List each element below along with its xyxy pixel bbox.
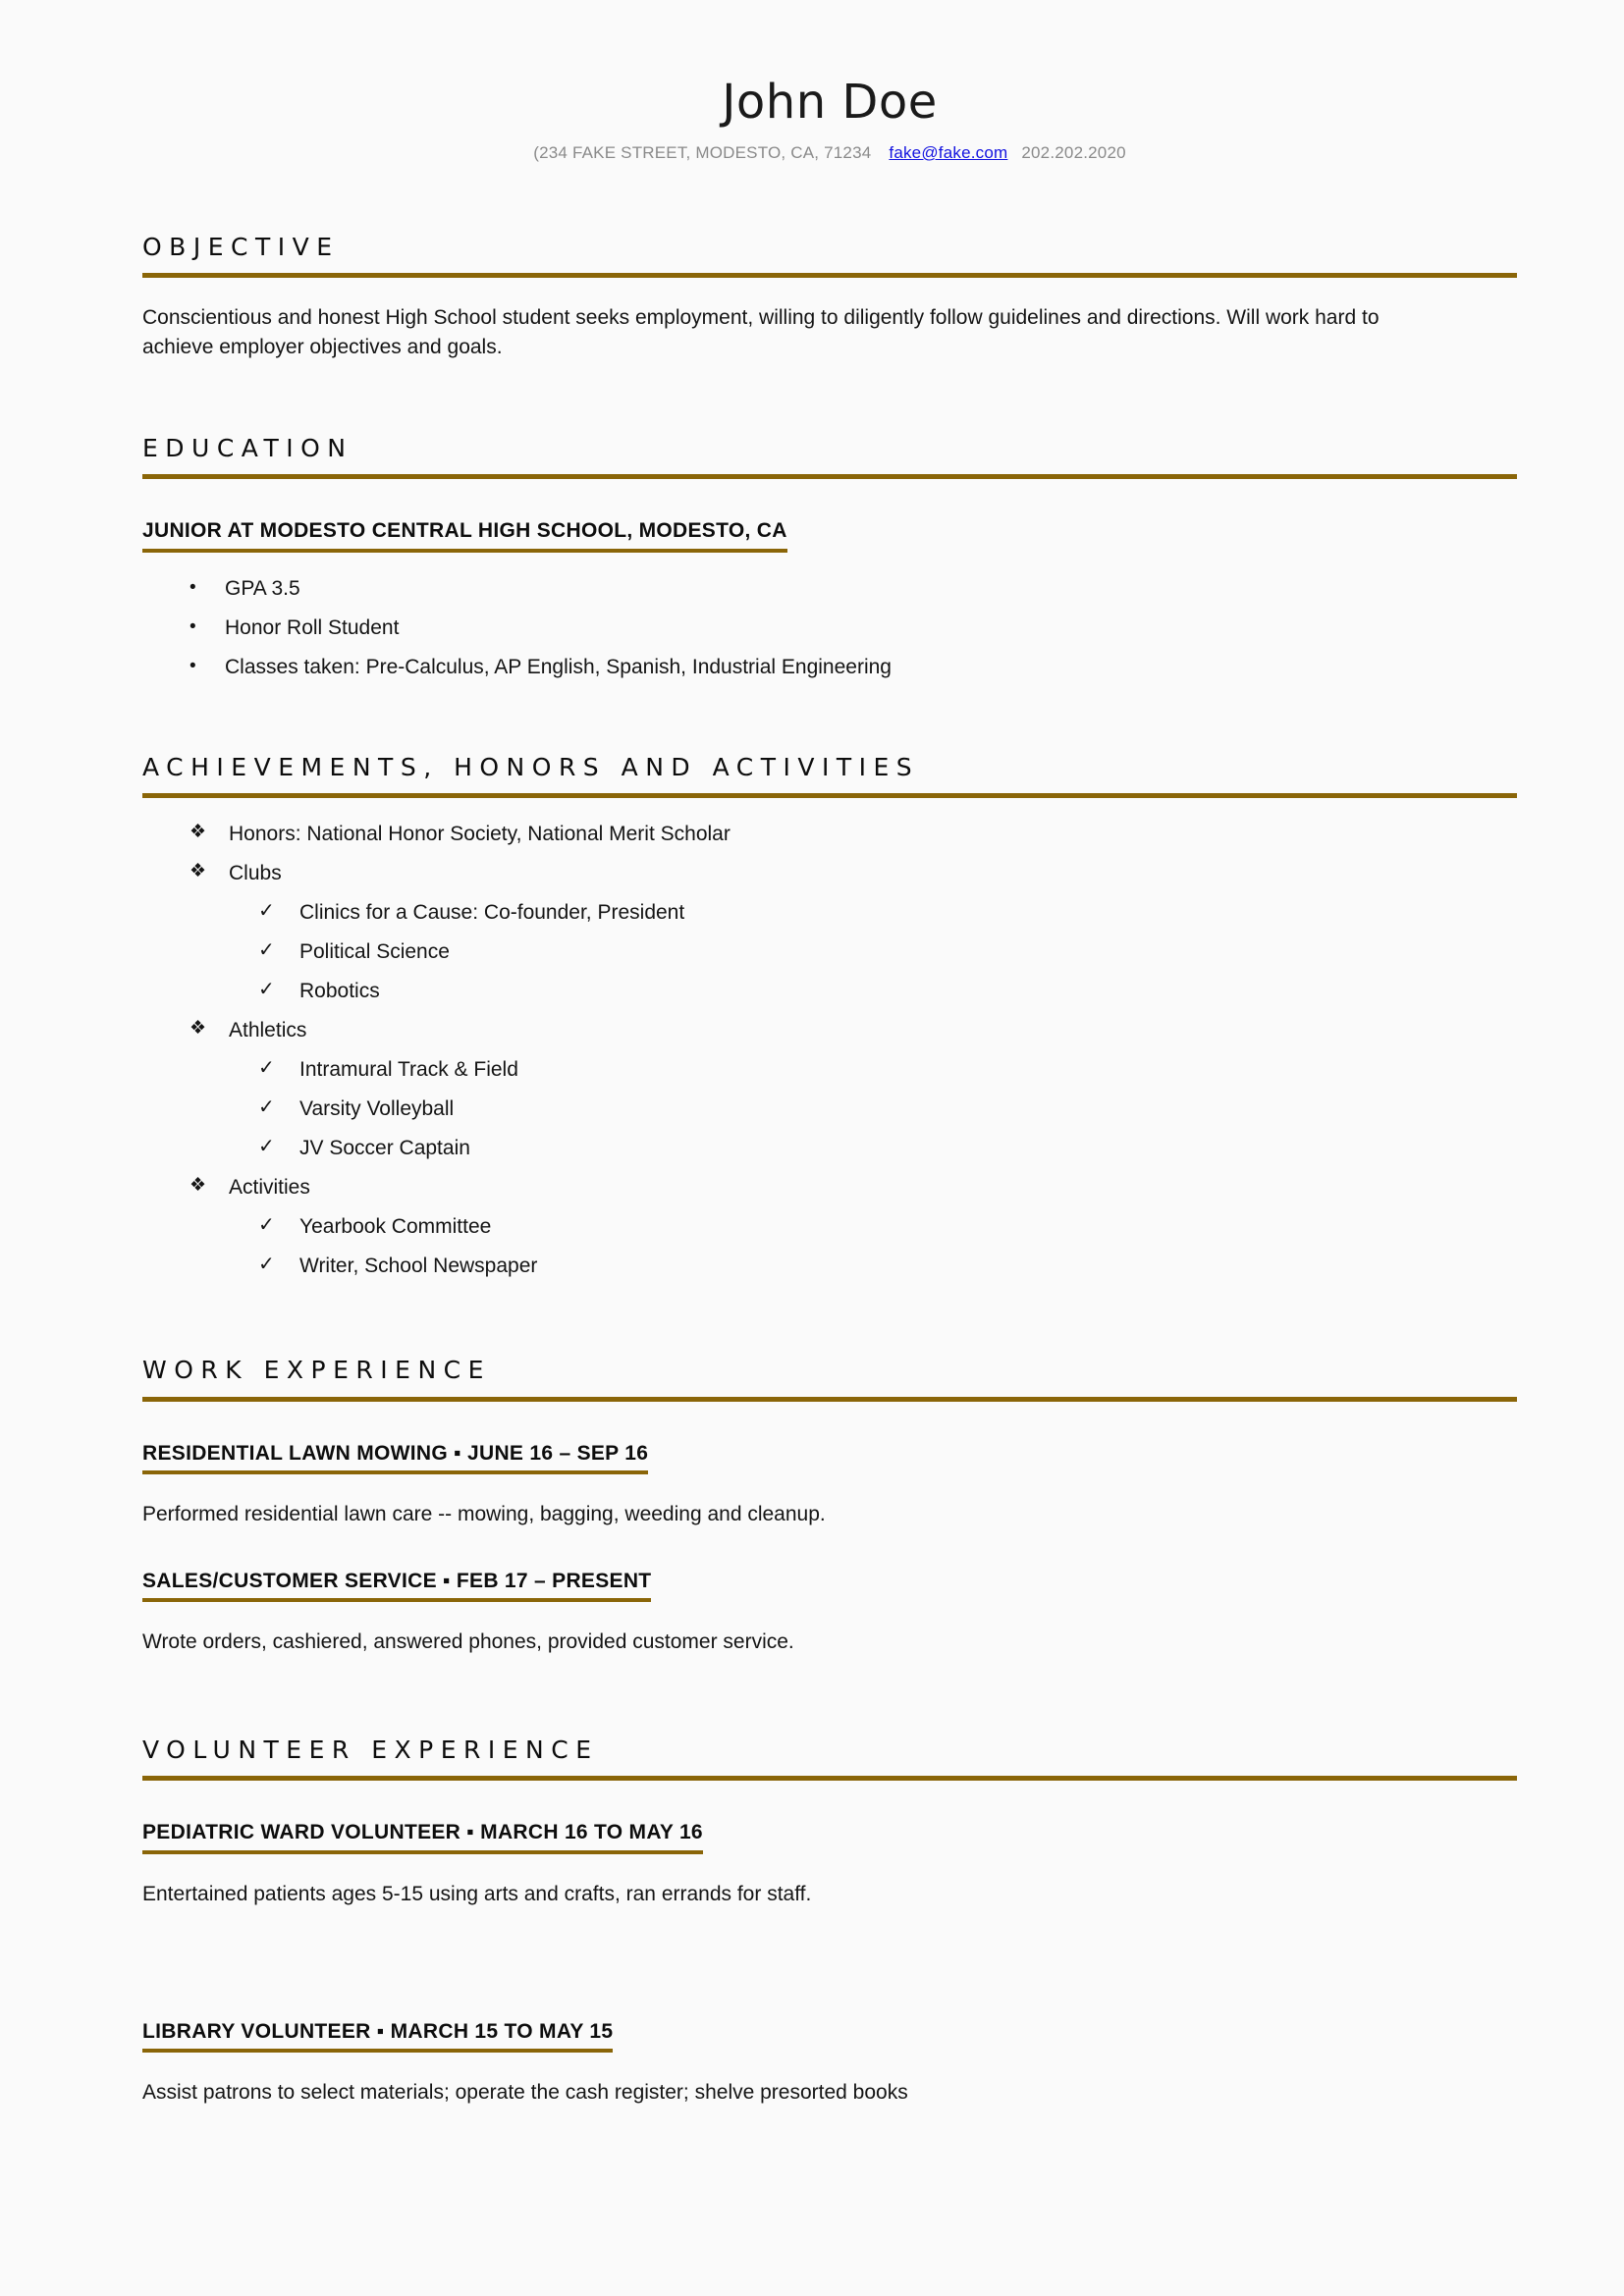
check-bullet-icon: ✓ <box>258 1096 275 1119</box>
section-title-volunteer: VOLUNTEER EXPERIENCE <box>142 1735 599 1764</box>
check-bullet-icon: ✓ <box>258 1136 275 1158</box>
section-rule-objective <box>142 273 1517 278</box>
list-item <box>142 1059 1517 1080</box>
achievement-group <box>142 1020 1517 1158</box>
check-bullet-icon: ✓ <box>258 979 275 1001</box>
check-bullet-icon: ✓ <box>258 1254 275 1276</box>
volunteer-entry-title: LIBRARY VOLUNTEER ▪ MARCH 15 TO MAY 15 <box>142 2019 613 2053</box>
achievement-group <box>142 824 1517 844</box>
achievements-list <box>142 824 1517 1276</box>
diamond-bullet-icon: ❖ <box>189 822 207 843</box>
achievement-group-row <box>142 1020 1517 1041</box>
check-bullet-icon: ✓ <box>258 939 275 962</box>
list-item <box>142 578 1517 599</box>
achievement-sublist <box>142 902 1517 1001</box>
check-bullet-icon: ✓ <box>258 1214 275 1237</box>
round-bullet-icon: • <box>189 615 196 637</box>
list-item <box>142 1098 1517 1119</box>
list-item <box>142 941 1517 962</box>
section-rule-education <box>142 474 1517 479</box>
volunteer-entry-desc: Entertained patients ages 5-15 using arts and crafts, ran errands for staff. <box>142 1882 812 1905</box>
volunteer-entry <box>142 2019 1517 2109</box>
round-bullet-icon: • <box>189 576 196 598</box>
work-entry-desc: Wrote orders, cashiered, answered phones, provided customer service. <box>142 1630 794 1654</box>
candidate-name: John Doe <box>722 75 938 130</box>
education-entry <box>142 518 1517 552</box>
list-item-label: Classes taken: Pre-Calculus, AP English, Spanish, Industrial Engineering <box>225 655 892 678</box>
contact-phone: 202.202.2020 <box>1021 142 1126 162</box>
list-item-label: Honor Roll Student <box>225 615 400 639</box>
achievement-sublist <box>142 1216 1517 1276</box>
list-item <box>142 1216 1517 1237</box>
achievement-group-row <box>142 863 1517 883</box>
resume-content <box>142 0 1517 2109</box>
work-entry <box>142 1569 1517 1658</box>
check-bullet-icon: ✓ <box>258 900 275 923</box>
diamond-bullet-icon: ❖ <box>189 1175 207 1197</box>
achievement-group-label: Activities <box>229 1176 310 1200</box>
list-item-label: Writer, School Newspaper <box>299 1255 538 1278</box>
list-item <box>142 617 1517 638</box>
section-objective <box>142 234 1517 362</box>
section-rule-work <box>142 1397 1517 1402</box>
achievement-group-label: Clubs <box>229 862 282 885</box>
work-entry-title: RESIDENTIAL LAWN MOWING ▪ JUNE 16 – SEP 16 <box>142 1441 648 1474</box>
list-item-label: JV Soccer Captain <box>299 1137 470 1160</box>
check-bullet-icon: ✓ <box>258 1057 275 1080</box>
achievement-group <box>142 863 1517 1001</box>
list-item-label: Varsity Volleyball <box>299 1097 455 1121</box>
achievement-group <box>142 1177 1517 1276</box>
education-bullet-list <box>142 578 1517 677</box>
section-title-work: WORK EXPERIENCE <box>142 1356 491 1385</box>
work-entry-desc: Performed residential lawn care -- mowing, bagging, weeding and cleanup. <box>142 1502 826 1525</box>
diamond-bullet-icon: ❖ <box>189 1018 207 1040</box>
volunteer-entry <box>142 1820 1517 1909</box>
spacer <box>142 1909 1517 1980</box>
work-entry <box>142 1441 1517 1530</box>
section-work-experience <box>142 1357 1517 1658</box>
contact-address: (234 FAKE STREET, MODESTO, CA, 71234 <box>533 142 872 162</box>
education-entry-title: JUNIOR AT MODESTO CENTRAL HIGH SCHOOL, MODESTO, CA <box>142 518 787 552</box>
volunteer-entry-desc: Assist patrons to select materials; operate the cash register; shelve presorted books <box>142 2081 908 2105</box>
achievement-group-row <box>142 1177 1517 1198</box>
section-volunteer-experience <box>142 1736 1517 2109</box>
achievement-group-label: Honors: National Honor Society, National Merit Scholar <box>229 823 731 846</box>
section-rule-achievements <box>142 793 1517 798</box>
list-item-label: Intramural Track & Field <box>299 1058 518 1082</box>
round-bullet-icon: • <box>189 655 196 676</box>
list-item-label: Clinics for a Cause: Co-founder, President <box>299 901 685 925</box>
contact-line <box>142 143 1517 163</box>
list-item-label: Yearbook Committee <box>299 1215 492 1239</box>
contact-email-link[interactable]: fake@fake.com <box>889 142 1008 162</box>
list-item <box>142 1255 1517 1276</box>
section-title-education: EDUCATION <box>142 433 353 462</box>
section-rule-volunteer <box>142 1776 1517 1781</box>
achievement-sublist <box>142 1059 1517 1158</box>
list-item <box>142 981 1517 1001</box>
achievement-group-label: Athletics <box>229 1019 307 1042</box>
list-item-label: Robotics <box>299 980 380 1003</box>
list-item-label: Political Science <box>299 940 450 964</box>
list-item <box>142 657 1517 677</box>
section-title-objective: OBJECTIVE <box>142 232 340 261</box>
achievement-group-row <box>142 824 1517 844</box>
list-item-label: GPA 3.5 <box>225 576 300 600</box>
diamond-bullet-icon: ❖ <box>189 861 207 882</box>
resume-header <box>142 0 1517 163</box>
section-title-achievements: ACHIEVEMENTS, HONORS AND ACTIVITIES <box>142 752 920 781</box>
volunteer-entry-title: PEDIATRIC WARD VOLUNTEER ▪ MARCH 16 TO MAY 16 <box>142 1820 703 1853</box>
section-education <box>142 435 1517 677</box>
section-achievements <box>142 754 1517 1277</box>
work-entry-title: SALES/CUSTOMER SERVICE ▪ FEB 17 – PRESENT <box>142 1569 651 1602</box>
list-item <box>142 1138 1517 1158</box>
list-item <box>142 902 1517 923</box>
objective-body: Conscientious and honest High School student seeks employment, willing to diligently follow guidelines and directions. Will work hard to achieve employer objectives and goals. <box>142 306 1380 359</box>
